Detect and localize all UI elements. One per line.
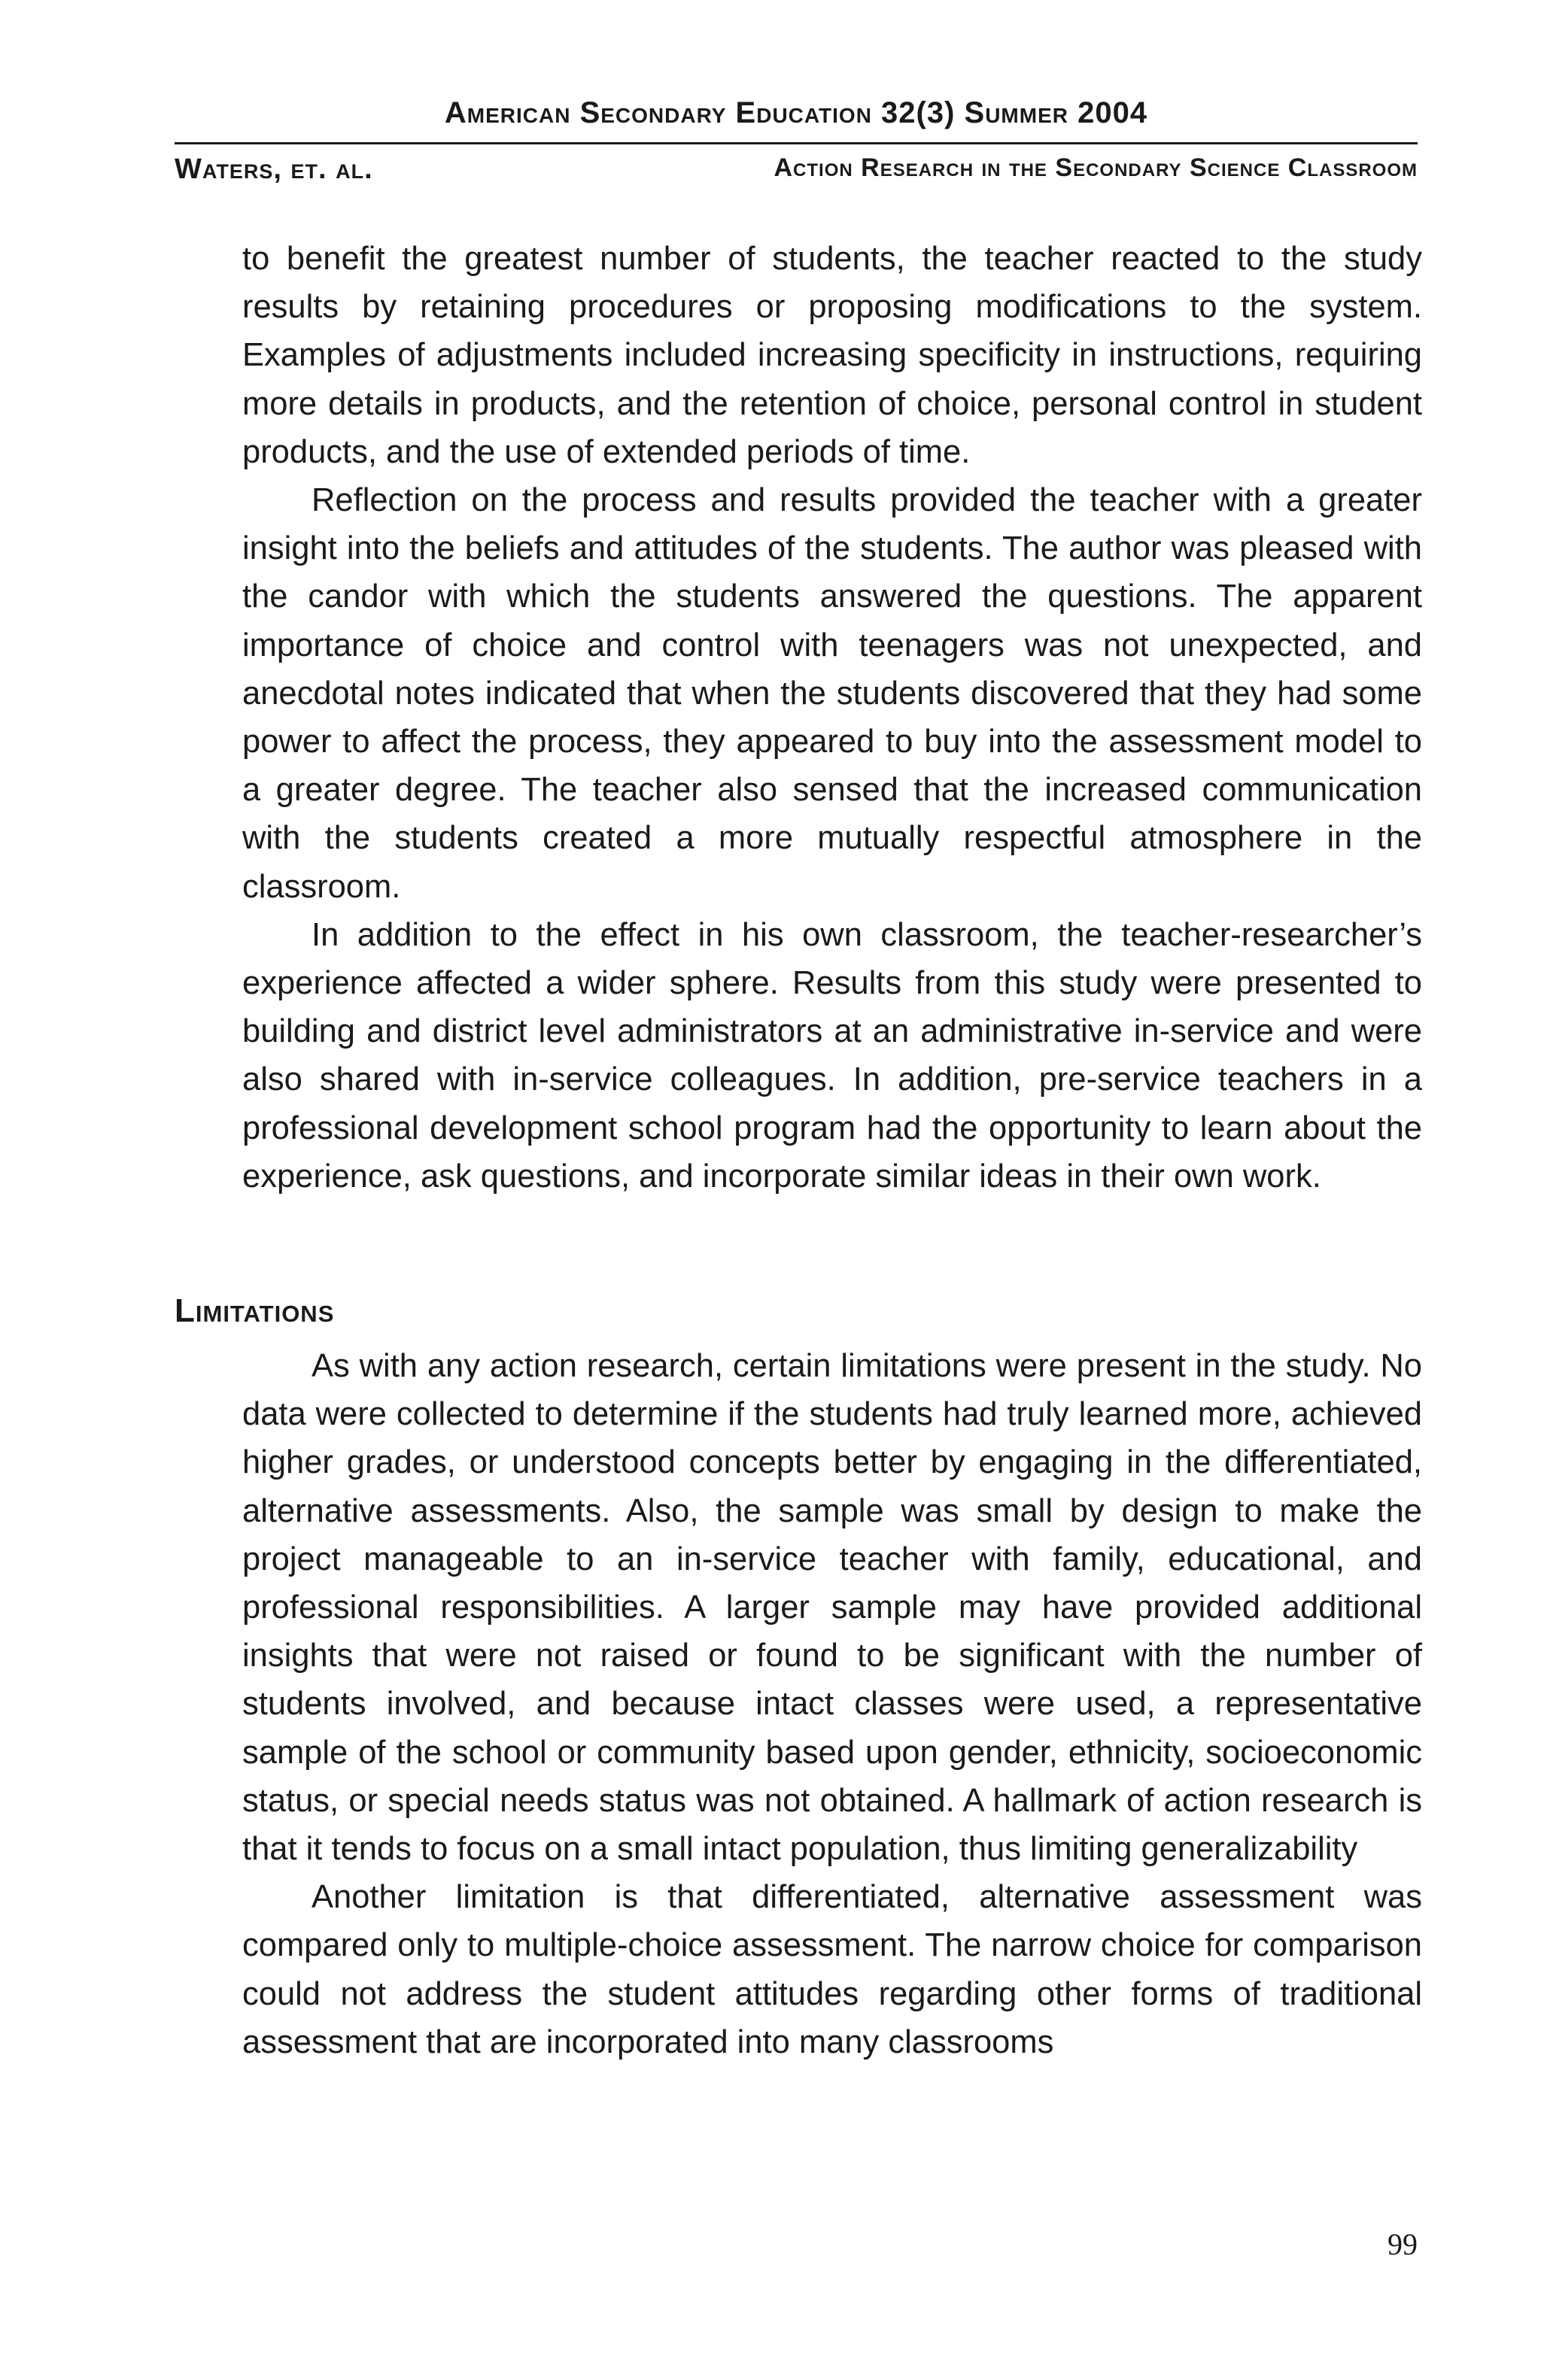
continued-section — [242, 235, 1422, 1201]
paragraph-limitations-2: Another limitation is that differentiated, alternative assessment was compared only to multiple-choice assessment. The narrow choice for comparison could not address the student attitudes regarding other forms of traditional assessment that are incorporated into many classrooms — [242, 1879, 1422, 2060]
paragraph-limitations-1: As with any action research, certain limitations were present in the study. No data were collected to determine if the students had truly learned more, achieved higher grades, or understood concepts better by engaging in the differentiated, alternative assessments. Also, the sample was small by design to make the project manageable to an in-service teacher with family, educational, and professional responsibilities. A larger sample may have provided additional insights that were not raised or found to be significant with the number of students involved, and because intact classes were used, a representative sample of the school or community based upon gender, ethnicity, socioeconomic status, or special needs status was not obtained. A hallmark of action research is that it tends to focus on a small intact population, thus limiting generalizability — [242, 1348, 1422, 1868]
header-rule — [175, 142, 1418, 144]
page-number: 99 — [1388, 2227, 1418, 2261]
paragraph-wider-effect: In addition to the effect in his own classroom, the teacher-researcher’s experience affected a wider sphere. Results from this study were presented to building and district level administrators at an administrative in-service and were also shared with in-service colleagues. In addition, pre-service teachers in a professional development school program had the opportunity to learn about the experience, ask questions, and incorporate similar ideas in their own work. — [242, 916, 1422, 1195]
paragraph-reflection: Reflection on the process and results provided the teacher with a greater insight into the beliefs and attitudes of the students. The author was pleased with the candor with which the students answered the questions. The apparent importance of choice and control with teenagers was not unexpected, and anecdotal notes indicated that when the students discovered that they had some power to affect the process, they appeared to buy into the assessment model to a greater degree. The teacher also sensed that the increased communication with the students created a more mutually respectful atmosphere in the classroom. — [242, 482, 1422, 905]
running-head-journal: American Secondary Education 32(3) Summer 2004 — [444, 96, 1148, 129]
paragraph-continued: to benefit the greatest number of students, the teacher reacted to the study results by retaining procedures or proposing modifications to the system. Examples of adjustments included increasing specificity in instructions, requiring more details in products, and the retention of choice, personal control in student products, and the use of extended periods of time. — [242, 241, 1422, 470]
section-heading-limitations: Limitations — [175, 1292, 335, 1329]
running-head-article-title: Action Research in the Secondary Science Classroom — [774, 153, 1418, 182]
limitations-section — [242, 1342, 1422, 2066]
running-head-authors: Waters, et. al. — [175, 153, 373, 185]
